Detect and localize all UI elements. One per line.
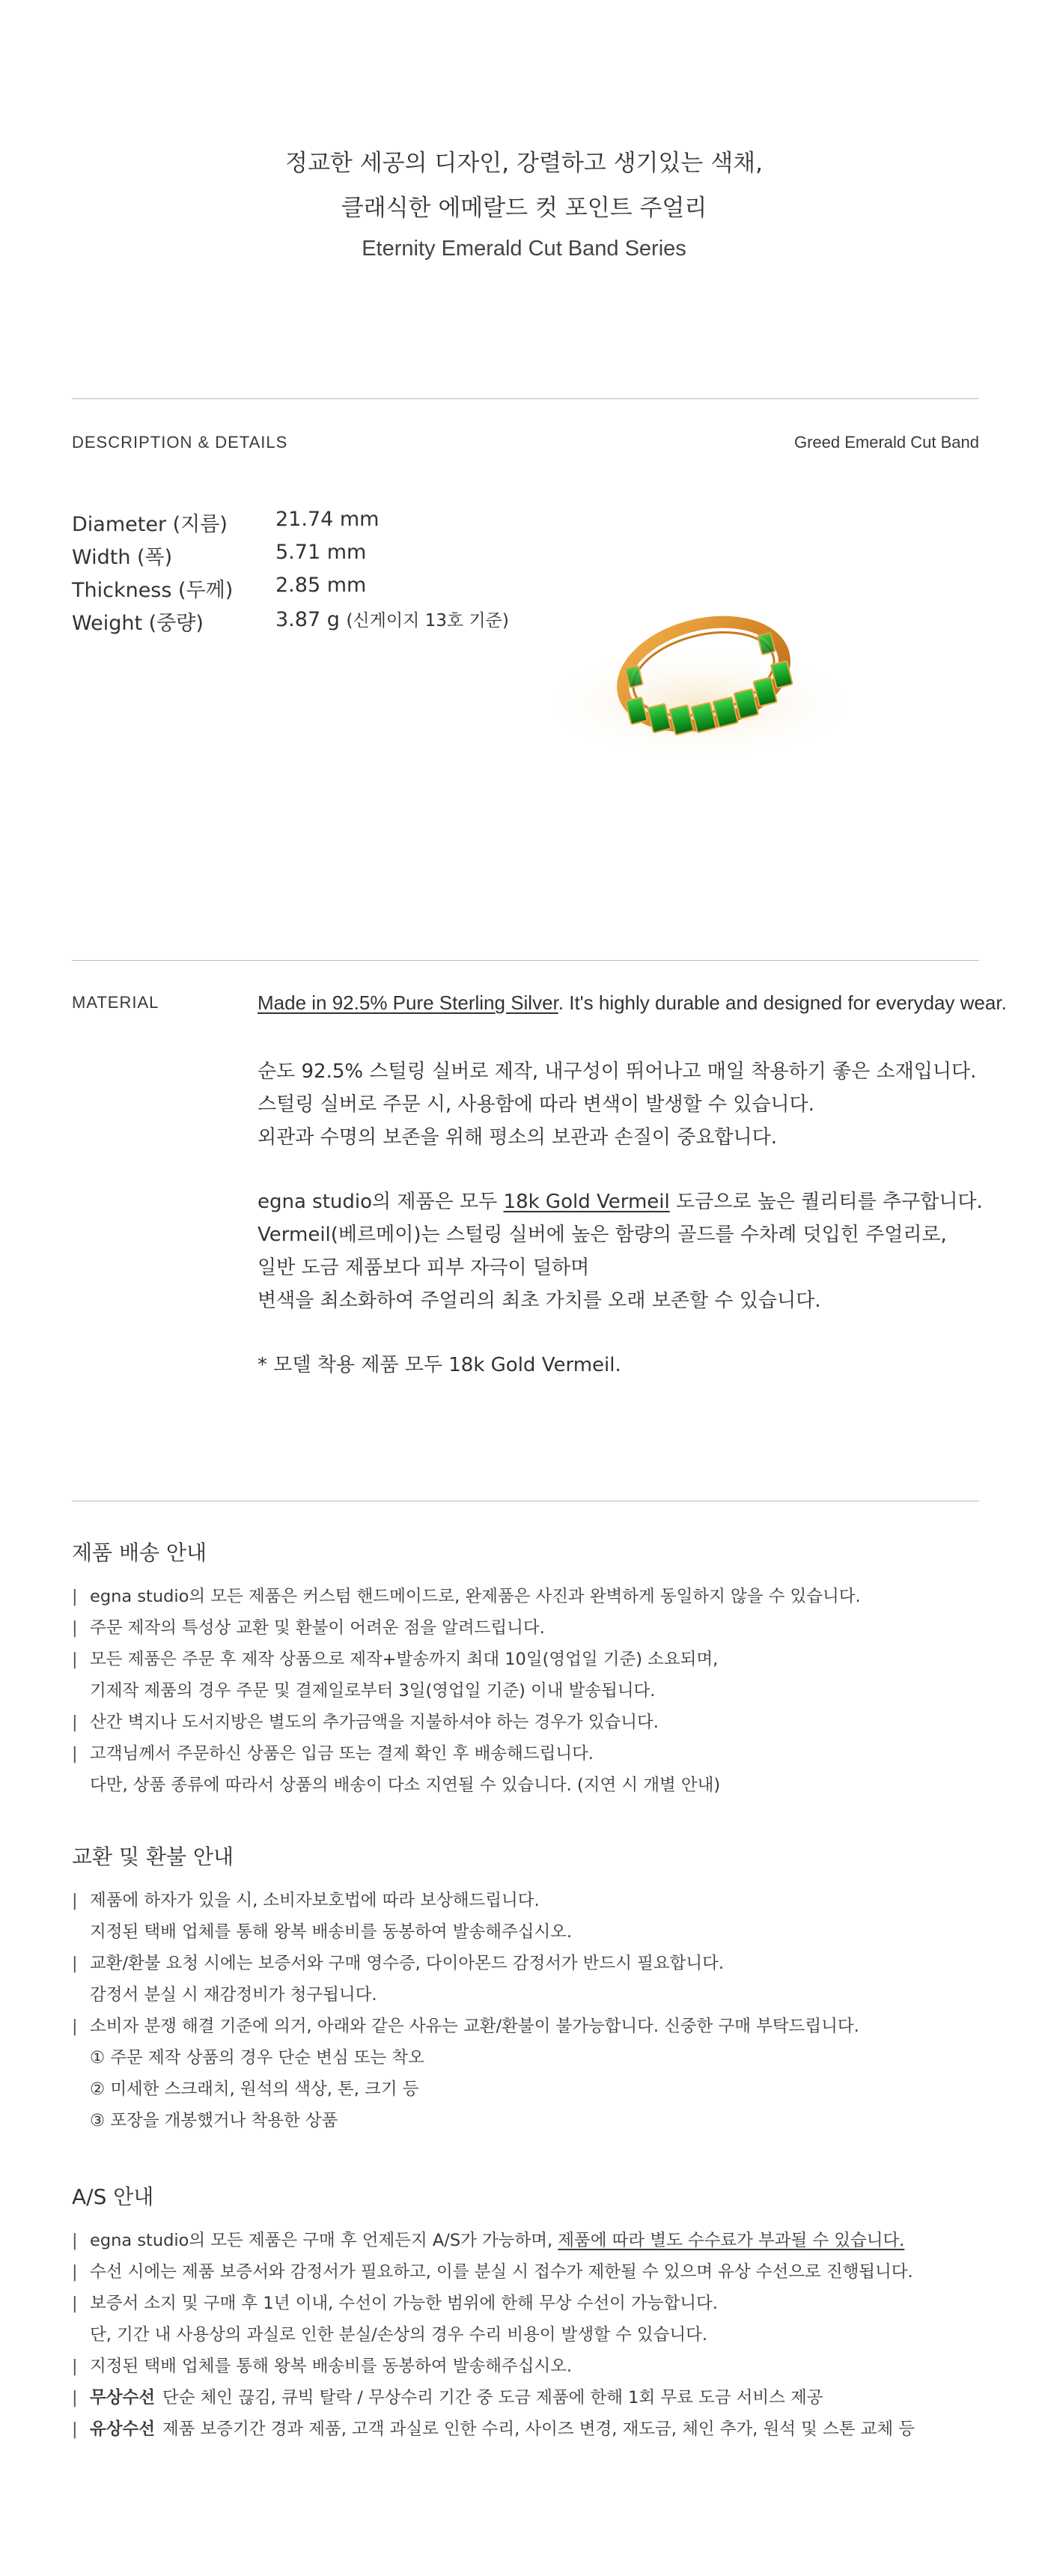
list-item: | 고객님께서 주문하신 상품은 입금 또는 결제 확인 후 배송해드립니다.: [72, 1744, 594, 1764]
spec-key: Thickness (두께): [72, 579, 234, 602]
vermeil-paragraph-line: Vermeil(베르메이)는 스털링 실버에 높은 함량의 골드를 수차례 덧입힌 주얼리로,: [258, 1224, 947, 1246]
list-item: | 제품에 하자가 있을 시, 소비자보호법에 따라 보상해드립니다.: [72, 1891, 540, 1910]
shipping-title: 제품 배송 안내: [72, 1540, 207, 1565]
spec-key: Width (폭): [72, 546, 173, 569]
spec-key: Diameter (지름): [72, 513, 228, 536]
spec-key: Weight (중량): [72, 612, 204, 635]
list-item: 지정된 택배 업체를 통해 왕복 배송비를 동봉하여 발송해주십시오.: [90, 1922, 573, 1942]
vermeil-paragraph-line: 일반 도금 제품보다 피부 자극이 덜하며: [258, 1257, 590, 1279]
model-note: * 모델 착용 제품 모두 18k Gold Vermeil.: [258, 1354, 621, 1376]
spec-value: 3.87 g (신게이지 13호 기준): [275, 608, 509, 631]
section-divider: [72, 398, 979, 399]
section-divider: [72, 960, 979, 961]
list-item: | 수선 시에는 제품 보증서와 감정서가 필요하고, 이를 분실 시 접수가 제한될 수 있으며 유상 수선으로 진행됩니다.: [72, 2262, 913, 2282]
paid-repair-label: 유상수선: [90, 2419, 155, 2439]
intro-headline-2: 클래식한 에메랄드 컷 포인트 주얼리: [341, 195, 707, 222]
list-item: 감정서 분실 시 재감정비가 청구됩니다.: [90, 1985, 377, 2005]
spec-value: 21.74 mm: [275, 508, 380, 531]
spec-value: 2.85 mm: [275, 574, 367, 597]
list-item: 단, 기간 내 사용상의 과실로 인한 분실/손상의 경우 수리 비용이 발생할 수 있습니다.: [90, 2325, 707, 2345]
description-label: DESCRIPTION & DETAILS: [72, 433, 288, 452]
material-label: MATERIAL: [72, 993, 159, 1012]
list-item: ③ 포장을 개봉했거나 착용한 상품: [90, 2111, 338, 2130]
as-fee-underlined: 제품에 따라 별도 수수료가 부과될 수 있습니다.: [558, 2231, 905, 2250]
list-item: | 보증서 소지 및 구매 후 1년 이내, 수선이 가능한 범위에 한해 무상 수선이 가능합니다.: [72, 2294, 718, 2313]
material-underlined: Made in 92.5% Pure Sterling Silver: [258, 991, 558, 1014]
as-title: A/S 안내: [72, 2184, 154, 2209]
list-item: | egna studio의 모든 제품은 커스텀 핸드메이드로, 완제품은 사진과 완벽하게 동일하지 않을 수 있습니다.: [72, 1587, 861, 1606]
vermeil-underlined: 18k Gold Vermeil: [503, 1191, 670, 1213]
list-item: | 모든 제품은 주문 후 제작 상품으로 제작+발송까지 최대 10일(영업일 기준) 소요되며,: [72, 1650, 719, 1669]
material-paragraph-line: 순도 92.5% 스털링 실버로 제작, 내구성이 뛰어나고 매일 착용하기 좋은 소재입니다.: [258, 1060, 977, 1083]
material-paragraph-line: 외관과 수명의 보존을 위해 평소의 보관과 손질이 중요합니다.: [258, 1126, 778, 1149]
intro-series-name: Eternity Emerald Cut Band Series: [362, 237, 686, 261]
list-item: 기제작 제품의 경우 주문 및 결제일로부터 3일(영업일 기준) 이내 발송됩니다.: [90, 1681, 656, 1701]
material-paragraph-line: 스털링 실버로 주문 시, 사용함에 따라 변색이 발생할 수 있습니다.: [258, 1093, 814, 1116]
vermeil-paragraph-line: 변색을 최소화하여 주얼리의 최초 가치를 오래 보존할 수 있습니다.: [258, 1289, 821, 1312]
spec-value: 5.71 mm: [275, 541, 367, 564]
free-repair-label: 무상수선: [90, 2388, 155, 2408]
list-item: ① 주문 제작 상품의 경우 단순 변심 또는 착오: [90, 2048, 424, 2068]
list-item: 다만, 상품 종류에 따라서 상품의 배송이 다소 지연될 수 있습니다. (지연 시 개별 안내): [90, 1775, 721, 1795]
material-summary: Made in 92.5% Pure Sterling Silver. It's highly durable and designed for everyday wear.: [258, 991, 1007, 1014]
list-item: | egna studio의 모든 제품은 구매 후 언제든지 A/S가 가능하며, 제품에 따라 별도 수수료가 부과될 수 있습니다.: [72, 2231, 905, 2250]
list-item: | 지정된 택배 업체를 통해 왕복 배송비를 동봉하여 발송해주십시오.: [72, 2357, 573, 2376]
product-image-ring: [524, 569, 876, 779]
exchange-title: 교환 및 환불 안내: [72, 1844, 234, 1869]
vermeil-paragraph-line: egna studio의 제품은 모두 18k Gold Vermeil 도금으로 높은 퀄리티를 추구합니다.: [258, 1191, 983, 1213]
list-item: ② 미세한 스크래치, 원석의 색상, 톤, 크기 등: [90, 2080, 419, 2099]
list-item-free-repair: | 무상수선 단순 체인 끊김, 큐빅 탈락 / 무상수리 기간 중 도금 제품에 한해 1회 무료 도금 서비스 제공: [72, 2388, 823, 2408]
list-item: | 산간 벽지나 도서지방은 별도의 추가금액을 지불하셔야 하는 경우가 있습니다.: [72, 1713, 659, 1732]
list-item: | 소비자 분쟁 해결 기준에 의거, 아래와 같은 사유는 교환/환불이 불가능합니다. 신중한 구매 부탁드립니다.: [72, 2017, 859, 2036]
list-item: | 주문 제작의 특성상 교환 및 환불이 어려운 점을 알려드립니다.: [72, 1618, 545, 1638]
list-item: | 교환/환불 요청 시에는 보증서와 구매 영수증, 다이아몬드 감정서가 반드시 필요합니다.: [72, 1954, 724, 1973]
intro-headline-1: 정교한 세공의 디자인, 강렬하고 생기있는 색채,: [285, 150, 763, 177]
list-item-paid-repair: | 유상수선 제품 보증기간 경과 제품, 고객 과실로 인한 수리, 사이즈 변경, 재도금, 체인 추가, 원석 및 스톤 교체 등: [72, 2419, 915, 2439]
spec-note: (신게이지 13호 기준): [346, 611, 509, 631]
product-name: Greed Emerald Cut Band: [793, 433, 979, 452]
